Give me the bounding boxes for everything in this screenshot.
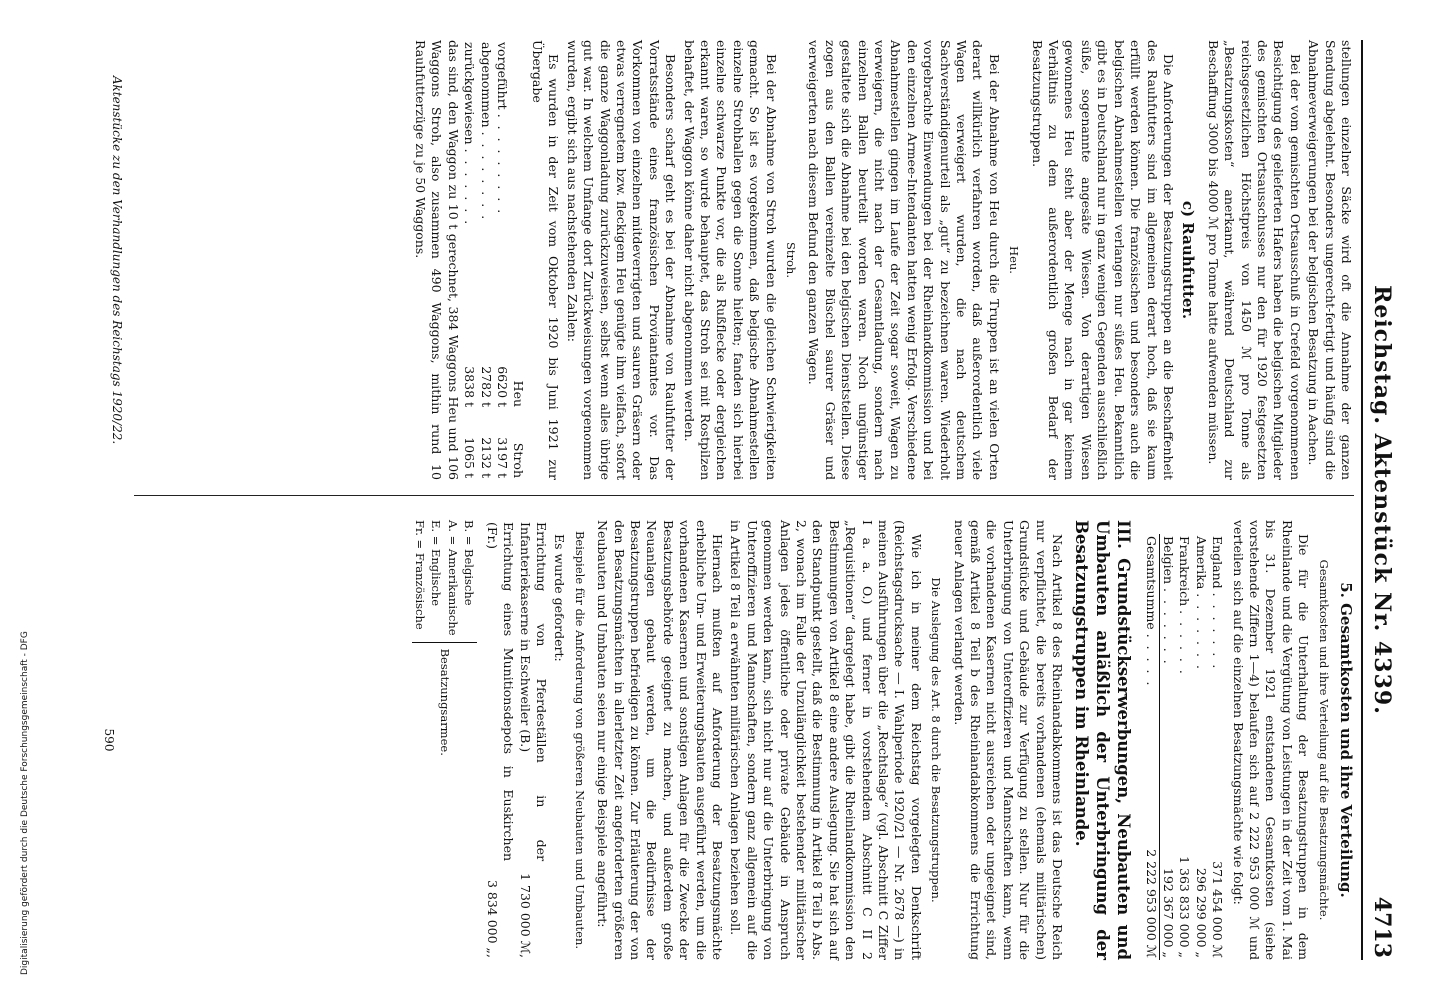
table-cell: 3838 t bbox=[462, 366, 478, 408]
column-divider bbox=[134, 495, 1354, 496]
table-header-row bbox=[510, 40, 526, 480]
paragraph: Hiernach mußten auf Anforderung der Besatzungsmächte erhebliche Um- und Erweiterungsbauten ausgeführt werden, um die vorhandenen Kasernen und sonstigen Anlagen für die Zwecke der Besatzungsbehörde geeignet zu machen, und außerdem große Neuanlagen gebaut werden, um die Bedürfnisse der Besatzungstruppen befriedigen zu können. Zur Erläuterung der von den Besatzungsmächten in allerletzter Zeit angeforderten größeren Neubauten und Umbauten seien nur einige Beispiele angeführt: bbox=[595, 520, 725, 960]
section-heading: c) Rauhfutter. bbox=[1179, 200, 1198, 320]
demands-table bbox=[483, 520, 549, 960]
row-label: abgenommen bbox=[478, 42, 494, 128]
subsection-heading: Gesamtkosten und ihre Verteilung auf die Besatzungsmächte. bbox=[1316, 559, 1331, 921]
table-cell: 296 299 000 „ bbox=[1193, 868, 1209, 958]
row-label: zurückgewiesen bbox=[462, 42, 478, 145]
page-number: 4713 bbox=[1369, 896, 1395, 958]
paragraph: das sind, den Waggon zu 10 t gerechnet, 384 Waggons Heu und 106 Waggons Stroh, also zusammen 490 Waggons, mithin rund 10 Rauhfutterzüge zu je 50 Waggons. bbox=[413, 40, 461, 480]
abbreviation: E. = Englische bbox=[429, 520, 444, 607]
table-row: England . . . . . . . 371 454 000 ℳ bbox=[1210, 536, 1226, 958]
section-heading: 5. Gesamtkosten und ihre Verteilung. bbox=[1337, 582, 1355, 898]
paragraph: Die Anforderungen der Besatzungstruppen an die Beschaffenheit des Rauhfutters sind im allgemeinen derart hoch, daß sie kaum erfüllt werden können. Die französischen und besonders auch die belgischen Abnahmestellen verlangen nur süßes Heu. Bekanntlich gibt es in Deutschland nur in ganz wenigen Gegenden ausschließlich süße, sogenannte angesäte Wiesen. Von derartigen Wiesen gewonnenes Heu steht aber der Menge nach in gar keinem Verhältnis zu dem außerordentlich großen Bedarf der Besatzungstruppen. bbox=[1029, 40, 1176, 480]
paragraph: Es wurden in der Zeit vom Oktober 1920 bis Juni 1921 zur Übergabe bbox=[529, 40, 562, 480]
right-column bbox=[412, 520, 1354, 960]
paragraph: Nach Artikel 8 des Rheinlandabkommens ist das Deutsche Reich nur verpflichtet, die bereits vorhandenen (ehemals militärischen) Grundstücke und Gebäude zur Verfügung zu stellen. Nur für die Unterbringung von Unteroffizieren und Mannschaften kann, wenn die vorhandenen Kasernen nicht ausreichen oder ungeeignet sind, gemäß Artikel 8 Teil b des Rheinlandabkommens die Errichtung neuer Anlagen verlangt werden. bbox=[951, 520, 1066, 960]
table-row: zurückgewiesen . . . . . . . 3838 t 1065 t bbox=[462, 42, 478, 478]
page-footer: Aktenstücke zu den Verhandlungen des Reichstags 1920/22. bbox=[110, 75, 124, 445]
table-cell: 1 363 833 000 „ bbox=[1177, 856, 1193, 958]
table-cell: 1 730 000 ℳ, bbox=[517, 873, 533, 958]
paragraph: Bei der Abnahme von Stroh wurden die gleichen Schwierigkeiten gemacht. So ist es vorgekommen, daß belgische Abnahmestellen einzelne Strohballen gegen die Sonne hielten; fanden sich hierbei einzelne schwarze Punkte vor, die als Rußflecke oder dergleichen erkannt waren, so wurde behauptet, das Stroh sei mit Rostpilzen behaftet, der Waggon könne daher nicht abgenommen werden. bbox=[681, 40, 779, 480]
subsection-heading: Stroh. bbox=[784, 242, 798, 278]
table-cell: 3197 t bbox=[495, 437, 511, 478]
page-title: Reichstag. Aktenstück Nr. 4339. bbox=[1369, 285, 1395, 715]
total-label: Gesamtsumme bbox=[1143, 536, 1159, 630]
paragraph: Die für die Unterhaltung der Besatzungstruppen in dem Rheinlande und die Vergütung von Leistungen in der Zeit vom 1. Mai bis 31. Dezember 1921 entstandenen Gesamtkosten (siehe vorstehende Ziffern 1—4) belaufen sich auf 2 222 953 000 ℳ und verteilen sich auf die einzelnen Besatzungsmächte wie folgt: bbox=[1230, 520, 1312, 960]
table-cell: 3 834 000 „, bbox=[484, 879, 500, 958]
table-row: vorgeführt . . . . . . . . . 6620 t 3197 t bbox=[495, 42, 511, 478]
page-footer-number: 590 bbox=[102, 728, 116, 752]
paragraph: stellungen einzelner Säcke wird oft die Annahme der ganzen Sendung abgelehnt. Besonders ungerecht-fertigt und häufig sind die Abnahmeverweigerungen bei der belgischen Besatzung in Aachen. bbox=[1306, 40, 1354, 480]
paragraph: Wie ich in meiner dem Reichstag vorgelegten Denkschrift (Reichstagsdrucksache — I. Wahlperiode 1920/21 — Nr. 2678 —) in meinen Ausführungen über die „Rechtslage“ (vgl. Abschnitt C Ziffer I a. a. O.) und ferner in vorstehendem Abschnitt C II 2 „Requisitionen“ dargelegt habe, gibt die Rheinlandkommission den Bestimmungen von Artikel 8 eine andere Auslegung. Sie hat sich auf den Standpunkt gestellt, daß die Bestimmung in Artikel 8 Teil b Abs. 2, wonach im Falle der Unzulänglichkeit bestehender militärischer Anlagen jedes öffentliche oder private Gebäude in Anspruch genommen werden kann, sich nicht nur auf die Unterbringung von Unteroffizieren und Mannschaften, sondern ganz allgemein auf die in Artikel 8 Teil a erwähnten militärischen Anlagen beziehen soll. bbox=[728, 520, 924, 960]
subsection-heading: Beispiele für die Anforderung von größeren Neubauten und Umbauten. bbox=[572, 530, 587, 950]
digitization-note bbox=[20, 631, 30, 975]
table-row: Amerika . . . . . . . 296 299 000 „ bbox=[1193, 536, 1209, 958]
paragraph: Bei der vom gemischten Ortsausschuß in Crefeld vorgenommenen Besichtigung des gelieferten Hafers haben die belgischen Mitglieder des gemischten Ortsausschusses nur den für 1920 festgesetzten reichsgesetzlichen Höchstpreis von 1450 ℳ pro Tonne als „Besatzungskosten“ anerkannt, während Deutschland zur Beschaffung 3000 bis 4000 ℳ pro Tonne hatte aufwenden müssen. bbox=[1205, 40, 1303, 480]
column-header: Stroh bbox=[511, 442, 527, 478]
table-cell: 2782 t bbox=[478, 366, 494, 408]
table-row bbox=[483, 520, 516, 960]
subsection-heading: Heu. bbox=[1007, 246, 1022, 274]
row-label: vorgeführt bbox=[495, 42, 511, 110]
paragraph: Es wurde gefordert: bbox=[552, 534, 568, 662]
table-row bbox=[516, 520, 549, 960]
table-cell: Errichtung von Pferdeställen in der Infanteriekaserne in Eschweiler (B.) bbox=[517, 522, 549, 862]
section-heading: III. Grundstückserwerbungen, Neubauten und Umbauten anläßlich der Unterbringung der Besatzungstruppen im Rheinlande. bbox=[1072, 520, 1134, 960]
paragraph: Bei der Abnahme von Heu durch die Truppen ist an vielen Orten derart willkürlich verfahren worden, daß außerordentlich viele Wagen verweigert wurden, die nach deutschem Sachverständigenurteil als „gut“ zu bezeichnen waren. Wiederholt vorgebrachte Einwendungen bei der Rheinlandkommission und bei den einzelnen Armee-Intendanten hatten wenig Erfolg. Verschiedene Abnahmestellen gingen im Laufe der Zeit sogar soweit, Wagen zu verweigern, die nicht nach der Gesamtladung, sondern nach einzelnen Ballen beurteilt worden waren. Noch ungünstiger gestaltete sich die Abnahme bei den belgischen Dienststellen. Diese zogen aus den Ballen vereinzelte Büschel saurer Gräser und verweigerten nach diesem Befund den ganzen Wagen. bbox=[806, 40, 1002, 480]
table-row: Belgien . . . . . . . 192 367 000 „ bbox=[1160, 536, 1176, 958]
left-column bbox=[410, 40, 1354, 480]
abbreviation: Fr. = Französische bbox=[413, 520, 428, 630]
table-cell: Errichtung eines Munitionsdepots in Euskirchen (Fr.) bbox=[484, 522, 517, 862]
abbreviation: A. = Amerikanische bbox=[445, 520, 460, 636]
paragraph: Besonders scharf geht es bei der Abnahme von Rauhfutter der Vorratsstände eines französischen Proviantamtes vor. Das Vorkommen von einzelnen mitdeverrigten und sauren Gräsern oder etwas verregnetem bzw. fleckigem Heu genügte ihm vielfach, sofort die ganze Waggonladung zurückzuweisen, selbst wenn alles übrige gut war. In welchem Umfange dort Zurückweisungen vorgenommen wurden, ergibt sich aus nachstehenden Zahlen: bbox=[564, 40, 679, 480]
cost-table bbox=[1142, 534, 1225, 960]
table-cell: 1065 t bbox=[462, 437, 478, 478]
table-row: Frankreich . . . . . . 1 363 833 000 „ bbox=[1177, 536, 1193, 958]
table-cell: 6620 t bbox=[495, 366, 511, 408]
table-cell: 2132 t bbox=[478, 437, 494, 478]
digitization-note-text: Digitalisierung gefördert durch die Deutsche Forschungsgemeinschaft - DFG bbox=[20, 631, 30, 975]
country-label: Frankreich bbox=[1177, 536, 1193, 607]
total-value: 2 222 953 000 ℳ bbox=[1142, 781, 1159, 960]
abbreviation: B. = Belgische bbox=[462, 520, 477, 606]
abbreviation-legend bbox=[412, 520, 478, 960]
country-label: Belgien bbox=[1160, 536, 1176, 585]
column-header: Heu bbox=[511, 380, 527, 408]
subsection-heading: Die Auslegung des Art. 8 durch die Besatzungstruppen. bbox=[929, 577, 944, 903]
page-header bbox=[1361, 40, 1399, 960]
total-row: Gesamtsumme . . . . . 2 222 953 000 ℳ bbox=[1143, 536, 1159, 958]
table-cell: 371 454 000 ℳ bbox=[1210, 861, 1226, 958]
table-row: abgenommen . . . . . . . . 2782 t 2132 t bbox=[478, 42, 494, 478]
country-label: England bbox=[1210, 536, 1226, 589]
table-cell: 192 367 000 „ bbox=[1160, 868, 1176, 958]
fodder-table bbox=[461, 40, 527, 480]
country-label: Amerika bbox=[1193, 536, 1209, 590]
abbreviation-group: Besatzungsarmee. bbox=[437, 648, 452, 756]
